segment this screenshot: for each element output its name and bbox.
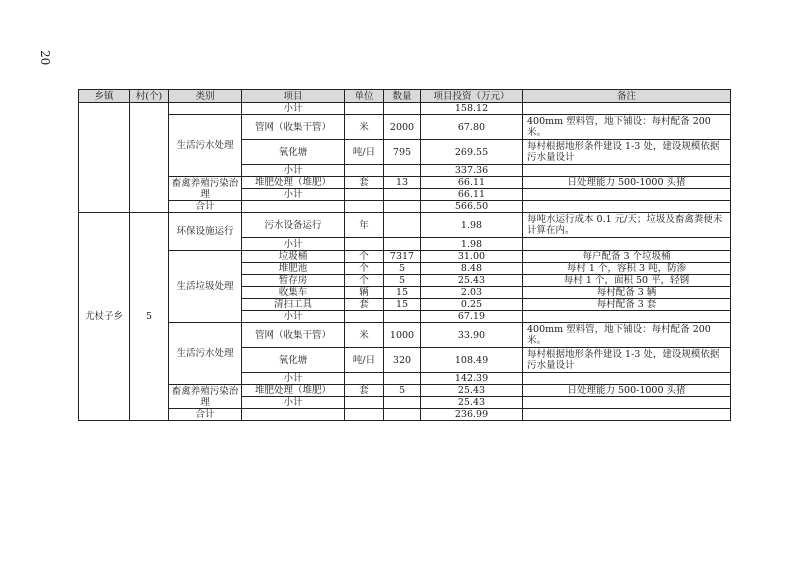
header-note: 备注 bbox=[523, 90, 731, 103]
quantity-cell bbox=[384, 409, 421, 421]
unit-cell bbox=[345, 201, 384, 213]
unit-cell: 个 bbox=[345, 275, 384, 287]
investment-cell: 1.98 bbox=[421, 213, 523, 238]
investment-cell: 66.11 bbox=[421, 177, 523, 189]
quantity-cell bbox=[384, 103, 421, 115]
unit-cell: 吨/日 bbox=[345, 140, 384, 165]
table-row bbox=[79, 385, 731, 397]
investment-cell: 8.48 bbox=[421, 263, 523, 275]
item-cell: 小计 bbox=[242, 189, 345, 201]
item-cell: 小计 bbox=[242, 103, 345, 115]
item-cell bbox=[242, 201, 345, 213]
item-cell bbox=[242, 409, 345, 421]
villages-cell: 5 bbox=[130, 213, 169, 421]
investment-cell: 25.43 bbox=[421, 275, 523, 287]
table-row-total bbox=[79, 409, 731, 421]
unit-cell bbox=[345, 189, 384, 201]
category-cell: 合计 bbox=[169, 409, 242, 421]
investment-table bbox=[78, 89, 731, 421]
item-cell: 堆肥池 bbox=[242, 263, 345, 275]
investment-cell: 66.11 bbox=[421, 189, 523, 201]
item-cell: 小计 bbox=[242, 165, 345, 177]
item-cell: 垃圾桶 bbox=[242, 251, 345, 263]
note-cell: 每户配备 3 个垃圾桶 bbox=[523, 251, 731, 263]
category-cell: 合计 bbox=[169, 201, 242, 213]
table-row bbox=[79, 213, 731, 238]
table-row bbox=[79, 323, 731, 348]
quantity-cell: 5 bbox=[384, 385, 421, 397]
unit-cell bbox=[345, 373, 384, 385]
unit-cell: 套 bbox=[345, 385, 384, 397]
quantity-cell: 7317 bbox=[384, 251, 421, 263]
quantity-cell: 5 bbox=[384, 275, 421, 287]
item-cell: 小计 bbox=[242, 311, 345, 323]
note-cell bbox=[523, 311, 731, 323]
category-cell: 生活污水处理 bbox=[169, 323, 242, 385]
note-cell bbox=[523, 397, 731, 409]
table-row bbox=[79, 115, 731, 140]
unit-cell: 辆 bbox=[345, 287, 384, 299]
item-cell: 收集车 bbox=[242, 287, 345, 299]
note-cell: 每村 1 个，面积 50 平，轻钢 bbox=[523, 275, 731, 287]
investment-cell: 337.36 bbox=[421, 165, 523, 177]
note-cell bbox=[523, 238, 731, 251]
header-category: 类别 bbox=[169, 90, 242, 103]
header-town: 乡镇 bbox=[79, 90, 130, 103]
note-cell: 日处理能力 500-1000 头猪 bbox=[523, 385, 731, 397]
investment-cell: 142.39 bbox=[421, 373, 523, 385]
category-cell: 畜禽养殖污染治理 bbox=[169, 177, 242, 201]
investment-cell: 158.12 bbox=[421, 103, 523, 115]
quantity-cell: 320 bbox=[384, 348, 421, 373]
quantity-cell: 5 bbox=[384, 263, 421, 275]
unit-cell bbox=[345, 103, 384, 115]
note-cell: 每村根据地形条件建设 1-3 处，建设规模依据污水量设计 bbox=[523, 140, 731, 165]
villages-cell-empty bbox=[130, 103, 169, 213]
page-number: 20 bbox=[38, 50, 52, 66]
investment-cell: 2.03 bbox=[421, 287, 523, 299]
investment-cell: 33.90 bbox=[421, 323, 523, 348]
quantity-cell bbox=[384, 165, 421, 177]
investment-cell: 31.00 bbox=[421, 251, 523, 263]
table-row-total bbox=[79, 201, 731, 213]
unit-cell bbox=[345, 311, 384, 323]
note-cell bbox=[523, 409, 731, 421]
note-cell bbox=[523, 103, 731, 115]
header-row bbox=[79, 90, 731, 103]
town-cell-empty bbox=[79, 103, 130, 213]
quantity-cell: 2000 bbox=[384, 115, 421, 140]
note-cell: 每吨水运行成本 0.1 元/天；垃圾及畜禽粪便未计算在内。 bbox=[523, 213, 731, 238]
note-cell bbox=[523, 189, 731, 201]
quantity-cell: 15 bbox=[384, 299, 421, 311]
unit-cell bbox=[345, 397, 384, 409]
unit-cell: 个 bbox=[345, 263, 384, 275]
item-cell: 氧化塘 bbox=[242, 348, 345, 373]
note-cell: 400mm 塑料管，地下铺设：每村配备 200 米。 bbox=[523, 323, 731, 348]
unit-cell: 米 bbox=[345, 323, 384, 348]
quantity-cell: 15 bbox=[384, 287, 421, 299]
category-cell bbox=[169, 103, 242, 115]
category-cell: 环保设施运行 bbox=[169, 213, 242, 251]
quantity-cell bbox=[384, 373, 421, 385]
unit-cell bbox=[345, 238, 384, 251]
quantity-cell bbox=[384, 397, 421, 409]
note-cell: 日处理能力 500-1000 头猪 bbox=[523, 177, 731, 189]
town-cell: 尤杖子乡 bbox=[79, 213, 130, 421]
unit-cell: 年 bbox=[345, 213, 384, 238]
item-cell: 堆肥处理（堆肥） bbox=[242, 177, 345, 189]
item-cell: 暂存房 bbox=[242, 275, 345, 287]
header-item: 项目 bbox=[242, 90, 345, 103]
item-cell: 小计 bbox=[242, 373, 345, 385]
header-investment: 项目投资（万元） bbox=[421, 90, 523, 103]
header-villages: 村(个) bbox=[130, 90, 169, 103]
table-row bbox=[79, 177, 731, 189]
unit-cell: 套 bbox=[345, 299, 384, 311]
item-cell: 污水设备运行 bbox=[242, 213, 345, 238]
unit-cell bbox=[345, 409, 384, 421]
quantity-cell bbox=[384, 238, 421, 251]
unit-cell: 米 bbox=[345, 115, 384, 140]
item-cell: 氧化塘 bbox=[242, 140, 345, 165]
header-quantity: 数量 bbox=[384, 90, 421, 103]
note-cell bbox=[523, 201, 731, 213]
item-cell: 管网（收集干管） bbox=[242, 115, 345, 140]
investment-cell: 25.43 bbox=[421, 397, 523, 409]
item-cell: 清扫工具 bbox=[242, 299, 345, 311]
note-cell: 每村根据地形条件建设 1-3 处，建设规模依据污水量设计 bbox=[523, 348, 731, 373]
quantity-cell: 13 bbox=[384, 177, 421, 189]
item-cell: 堆肥处理（堆肥） bbox=[242, 385, 345, 397]
investment-cell: 67.19 bbox=[421, 311, 523, 323]
note-cell: 400mm 塑料管，地下铺设：每村配备 200 米。 bbox=[523, 115, 731, 140]
quantity-cell: 795 bbox=[384, 140, 421, 165]
item-cell: 小计 bbox=[242, 238, 345, 251]
note-cell: 每村配备 3 辆 bbox=[523, 287, 731, 299]
investment-cell: 566.50 bbox=[421, 201, 523, 213]
investment-cell: 67.80 bbox=[421, 115, 523, 140]
item-cell: 管网（收集干管） bbox=[242, 323, 345, 348]
header-unit: 单位 bbox=[345, 90, 384, 103]
quantity-cell: 1000 bbox=[384, 323, 421, 348]
category-cell: 生活垃圾处理 bbox=[169, 251, 242, 323]
table-row bbox=[79, 251, 731, 263]
item-cell: 小计 bbox=[242, 397, 345, 409]
category-cell: 生活污水处理 bbox=[169, 115, 242, 177]
unit-cell: 套 bbox=[345, 177, 384, 189]
quantity-cell bbox=[384, 189, 421, 201]
note-cell bbox=[523, 165, 731, 177]
investment-cell: 0.25 bbox=[421, 299, 523, 311]
investment-cell: 108.49 bbox=[421, 348, 523, 373]
note-cell bbox=[523, 373, 731, 385]
category-cell: 畜禽养殖污染治理 bbox=[169, 385, 242, 409]
quantity-cell bbox=[384, 311, 421, 323]
investment-cell: 236.99 bbox=[421, 409, 523, 421]
investment-cell: 1.98 bbox=[421, 238, 523, 251]
investment-cell: 269.55 bbox=[421, 140, 523, 165]
note-cell: 每村配备 3 套 bbox=[523, 299, 731, 311]
table-row bbox=[79, 103, 731, 115]
unit-cell: 吨/日 bbox=[345, 348, 384, 373]
quantity-cell bbox=[384, 213, 421, 238]
quantity-cell bbox=[384, 201, 421, 213]
unit-cell bbox=[345, 165, 384, 177]
investment-cell: 25.43 bbox=[421, 385, 523, 397]
note-cell: 每村 1 个，容积 3 吨，防渗 bbox=[523, 263, 731, 275]
unit-cell: 个 bbox=[345, 251, 384, 263]
